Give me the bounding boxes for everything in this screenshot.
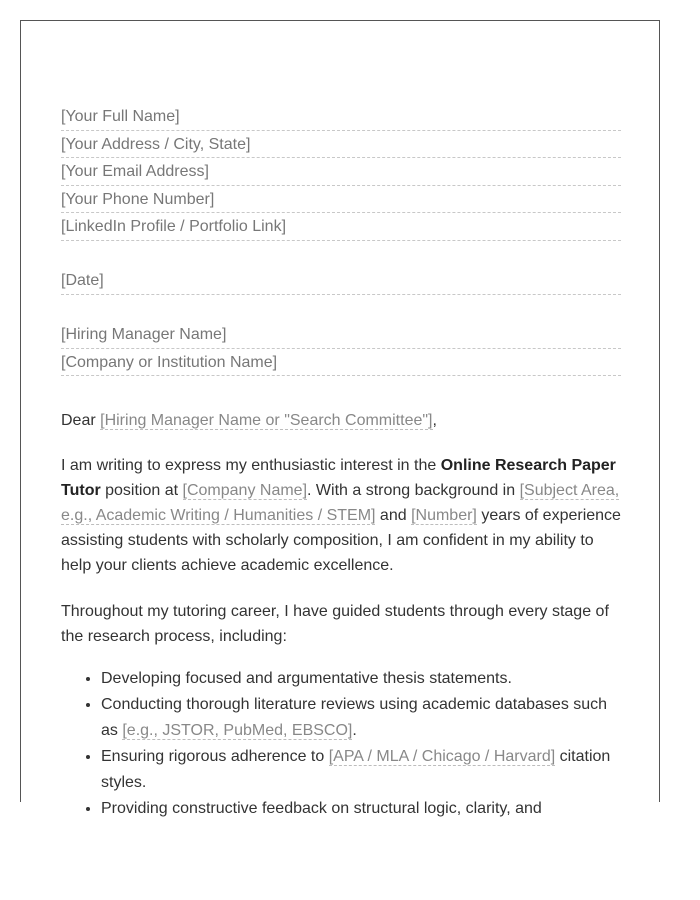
letter-page — [20, 20, 660, 817]
recipient-company-field[interactable]: [Company or Institution Name] — [61, 350, 621, 377]
letter-body — [61, 103, 621, 822]
bullet-3-end: citation styles. — [101, 748, 611, 791]
role-title: Online Research Paper Tutor — [61, 457, 616, 499]
list-item — [101, 744, 621, 796]
years-placeholder[interactable]: [Number] — [411, 507, 477, 524]
skills-list — [61, 666, 621, 822]
sender-phone-field[interactable]: [Your Phone Number] — [61, 187, 621, 214]
databases-placeholder[interactable]: [e.g., JSTOR, PubMed, EBSCO] — [122, 722, 353, 739]
intro-text-1: I am writing to express my enthusiastic interest in the — [61, 457, 441, 474]
sender-name-field[interactable]: [Your Full Name] — [61, 104, 621, 131]
intro-text-3: . With a strong background in — [307, 482, 520, 499]
recipient-manager-field[interactable]: [Hiring Manager Name] — [61, 322, 621, 349]
bullet-2-text: Conducting thorough literature reviews using academic databases such as — [101, 696, 608, 739]
bullet-3-text: Ensuring rigorous adherence to — [101, 748, 329, 765]
intro-text-2: position at — [100, 482, 183, 499]
company-name-placeholder[interactable]: [Company Name] — [182, 482, 308, 499]
list-item: • Developing focused and argumentative thesis statements. — [101, 666, 621, 692]
intro-text-5: years of experience assisting students with scholarly composition, I am confident in my ability to help your clients achieve academic excellence. — [61, 507, 621, 574]
salutation-name-placeholder[interactable]: [Hiring Manager Name or "Search Committee"] — [100, 412, 433, 429]
list-item — [101, 692, 621, 744]
sender-address-field[interactable]: [Your Address / City, State] — [61, 132, 621, 159]
citation-style-placeholder[interactable]: [APA / MLA / Chicago / Harvard] — [328, 748, 556, 765]
experience-paragraph: Throughout my tutoring career, I have guided students through every stage of the research process, including: — [61, 603, 609, 645]
salutation-suffix: , — [432, 412, 437, 429]
sender-email-field[interactable]: [Your Email Address] — [61, 159, 621, 186]
intro-text-4: and — [375, 507, 412, 524]
salutation-prefix: Dear — [61, 412, 101, 429]
subject-area-placeholder[interactable]: [Subject Area, e.g., Academic Writing / Humanities / STEM] — [61, 482, 620, 524]
bullet-2-end: . — [352, 722, 357, 739]
salutation — [61, 408, 621, 433]
sender-linkedin-field[interactable]: [LinkedIn Profile / Portfolio Link] — [61, 214, 621, 241]
list-item: • Providing constructive feedback on structural logic, clarity, and — [101, 796, 621, 822]
intro-paragraph — [61, 453, 621, 578]
date-field[interactable]: [Date] — [61, 268, 621, 295]
